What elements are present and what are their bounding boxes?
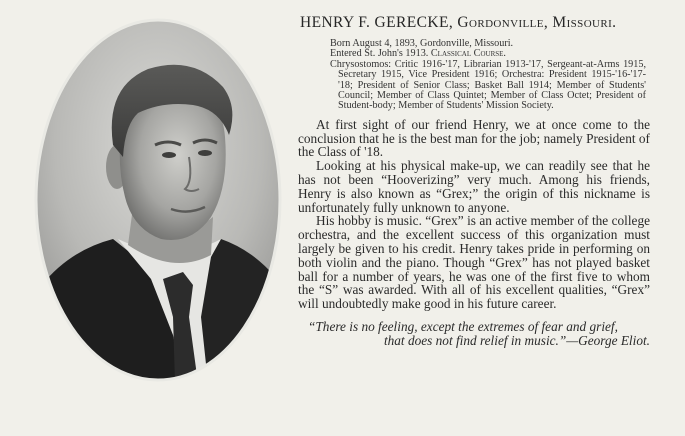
student-name: HENRY F. GERECKE, (300, 14, 454, 31)
quote-attribution: —George Eliot. (566, 333, 650, 348)
closing-quote (308, 320, 652, 348)
quote-line-1: “There is no feeling, except the extremes of fear and grief, (308, 319, 618, 334)
paragraph-2: Looking at his physical make-up, we can readily see that he has not been “Hooverizing” very much. Among his friends, Henry is also known as “Grex;” the origin of this nickname is unfortunately fully unknown to anyone. (298, 158, 650, 215)
activities-text: Chrysostomos: Critic 1916-'17, Librarian 1913-'17, Sergeant-at-Arms 1915, Secretary 1915, Vice President 1916; Orchestra: President 1915-'16-'17-'18; President of Senior Class; Basket Ball 1914; Member of Students' Council; Member of Class Quintet; Member of Class Octet; President of Student-body; Member of Students' Mission Society. (330, 58, 646, 112)
biography-text (298, 118, 650, 311)
paragraph-3: His hobby is music. “Grex” is an active member of the college orchestra, and the excellent success of this organization must largely be given to his credit. Henry takes pride in performing on both violin and the piano. Though “Grex” has not played basket ball for a number of years, he was one of the first five to whom the “S” was awarded. With all of his excellent qualities, “Grex” will undoubtedly make good in his future career. (298, 213, 650, 312)
student-record (330, 39, 646, 112)
entry-text: Entered St. John's 1913. (330, 48, 429, 60)
quote-line-2: that does not find relief in music.” (383, 333, 567, 348)
birth-line: Born August 4, 1893, Gordonville, Missouri. (330, 38, 514, 49)
biography-column (292, 14, 660, 348)
oval-portrait-photo (33, 17, 283, 383)
student-heading (300, 14, 660, 32)
portrait-image (33, 17, 283, 383)
quote-line-2-wrap (308, 334, 652, 348)
course-text: Classical Course. (430, 48, 506, 60)
paragraph-1: At first sight of our friend Henry, we at once come to the conclusion that he is the best man for the job; namely President of the Class of '18. (298, 116, 650, 160)
student-hometown: Gordonville, Missouri. (457, 14, 617, 31)
